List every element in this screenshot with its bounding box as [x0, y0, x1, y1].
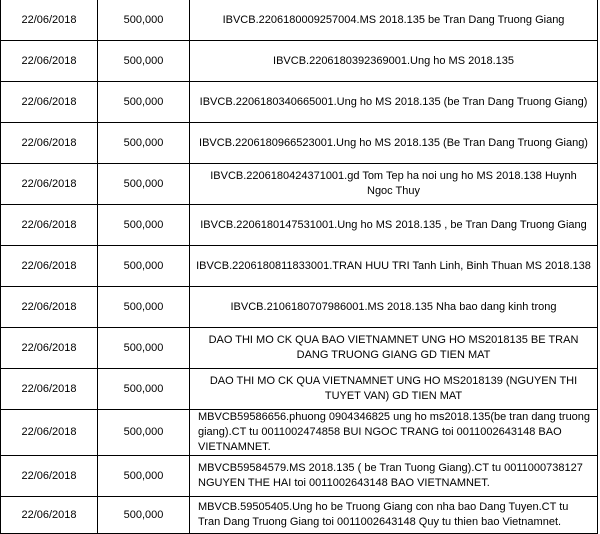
date-cell: 22/06/2018: [1, 287, 98, 328]
date-cell: 22/06/2018: [1, 410, 98, 456]
date-cell: 22/06/2018: [1, 0, 98, 41]
description-cell: MBVCB59586656.phuong 0904346825 ung ho ms2018.135(be tran dang truong giang).CT tu 0011002474858 BUI NGOC TRANG toi 0011002643148 BAO VIETNAMNET.: [190, 410, 598, 456]
amount-cell: 500,000: [98, 287, 190, 328]
amount-cell: 500,000: [98, 497, 190, 534]
ledger-body: [1, 0, 598, 534]
date-cell: 22/06/2018: [1, 164, 98, 205]
table-row: [1, 369, 598, 410]
date-cell: 22/06/2018: [1, 369, 98, 410]
description-cell: DAO THI MO CK QUA BAO VIETNAMNET UNG HO MS2018135 BE TRAN DANG TRUONG GIANG GD TIEN MAT: [190, 328, 598, 369]
date-cell: 22/06/2018: [1, 41, 98, 82]
table-row: [1, 410, 598, 456]
table-row: [1, 287, 598, 328]
date-cell: 22/06/2018: [1, 123, 98, 164]
description-cell: IBVCB.2206180392369001.Ung ho MS 2018.135: [190, 41, 598, 82]
date-cell: 22/06/2018: [1, 82, 98, 123]
description-cell: MBVCB59584579.MS 2018.135 ( be Tran Tuong Giang).CT tu 0011000738127 NGUYEN THE HAI toi 0011002643148 BAO VIETNAMNET.: [190, 456, 598, 497]
description-cell: MBVCB.59505405.Ung ho be Truong Giang con nha bao Dang Tuyen.CT tu Tran Dang Truong Giang toi 0011002643148 Quy tu thien bao Vietnamnet.: [190, 497, 598, 534]
description-cell: IBVCB.2206180811833001.TRAN HUU TRI Tanh Linh, Binh Thuan MS 2018.138: [190, 246, 598, 287]
description-cell: IBVCB.2206180147531001.Ung ho MS 2018.135 , be Tran Dang Truong Giang: [190, 205, 598, 246]
amount-cell: 500,000: [98, 205, 190, 246]
description-cell: IBVCB.2106180707986001.MS 2018.135 Nha bao dang kinh trong: [190, 287, 598, 328]
amount-cell: 500,000: [98, 328, 190, 369]
date-cell: 22/06/2018: [1, 456, 98, 497]
description-cell: IBVCB.2206180966523001.Ung ho MS 2018.135 (Be Tran Dang Truong Giang): [190, 123, 598, 164]
table-row: [1, 82, 598, 123]
date-cell: 22/06/2018: [1, 497, 98, 534]
amount-cell: 500,000: [98, 369, 190, 410]
table-row: [1, 328, 598, 369]
description-cell: IBVCB.2206180009257004.MS 2018.135 be Tran Dang Truong Giang: [190, 0, 598, 41]
description-cell: IBVCB.2206180424371001.gd Tom Tep ha noi ung ho MS 2018.138 Huynh Ngoc Thuy: [190, 164, 598, 205]
amount-cell: 500,000: [98, 456, 190, 497]
amount-cell: 500,000: [98, 82, 190, 123]
date-cell: 22/06/2018: [1, 246, 98, 287]
amount-cell: 500,000: [98, 164, 190, 205]
amount-cell: 500,000: [98, 246, 190, 287]
table-row: [1, 246, 598, 287]
description-cell: IBVCB.2206180340665001.Ung ho MS 2018.135 (be Tran Dang Truong Giang): [190, 82, 598, 123]
table-row: [1, 456, 598, 497]
amount-cell: 500,000: [98, 410, 190, 456]
amount-cell: 500,000: [98, 0, 190, 41]
date-cell: 22/06/2018: [1, 205, 98, 246]
table-row: [1, 205, 598, 246]
amount-cell: 500,000: [98, 123, 190, 164]
amount-cell: 500,000: [98, 41, 190, 82]
table-row: [1, 164, 598, 205]
table-row: [1, 497, 598, 534]
table-row: [1, 0, 598, 41]
date-cell: 22/06/2018: [1, 328, 98, 369]
table-row: [1, 123, 598, 164]
table-row: [1, 41, 598, 82]
description-cell: DAO THI MO CK QUA VIETNAMNET UNG HO MS2018139 (NGUYEN THI TUYET VAN) GD TIEN MAT: [190, 369, 598, 410]
